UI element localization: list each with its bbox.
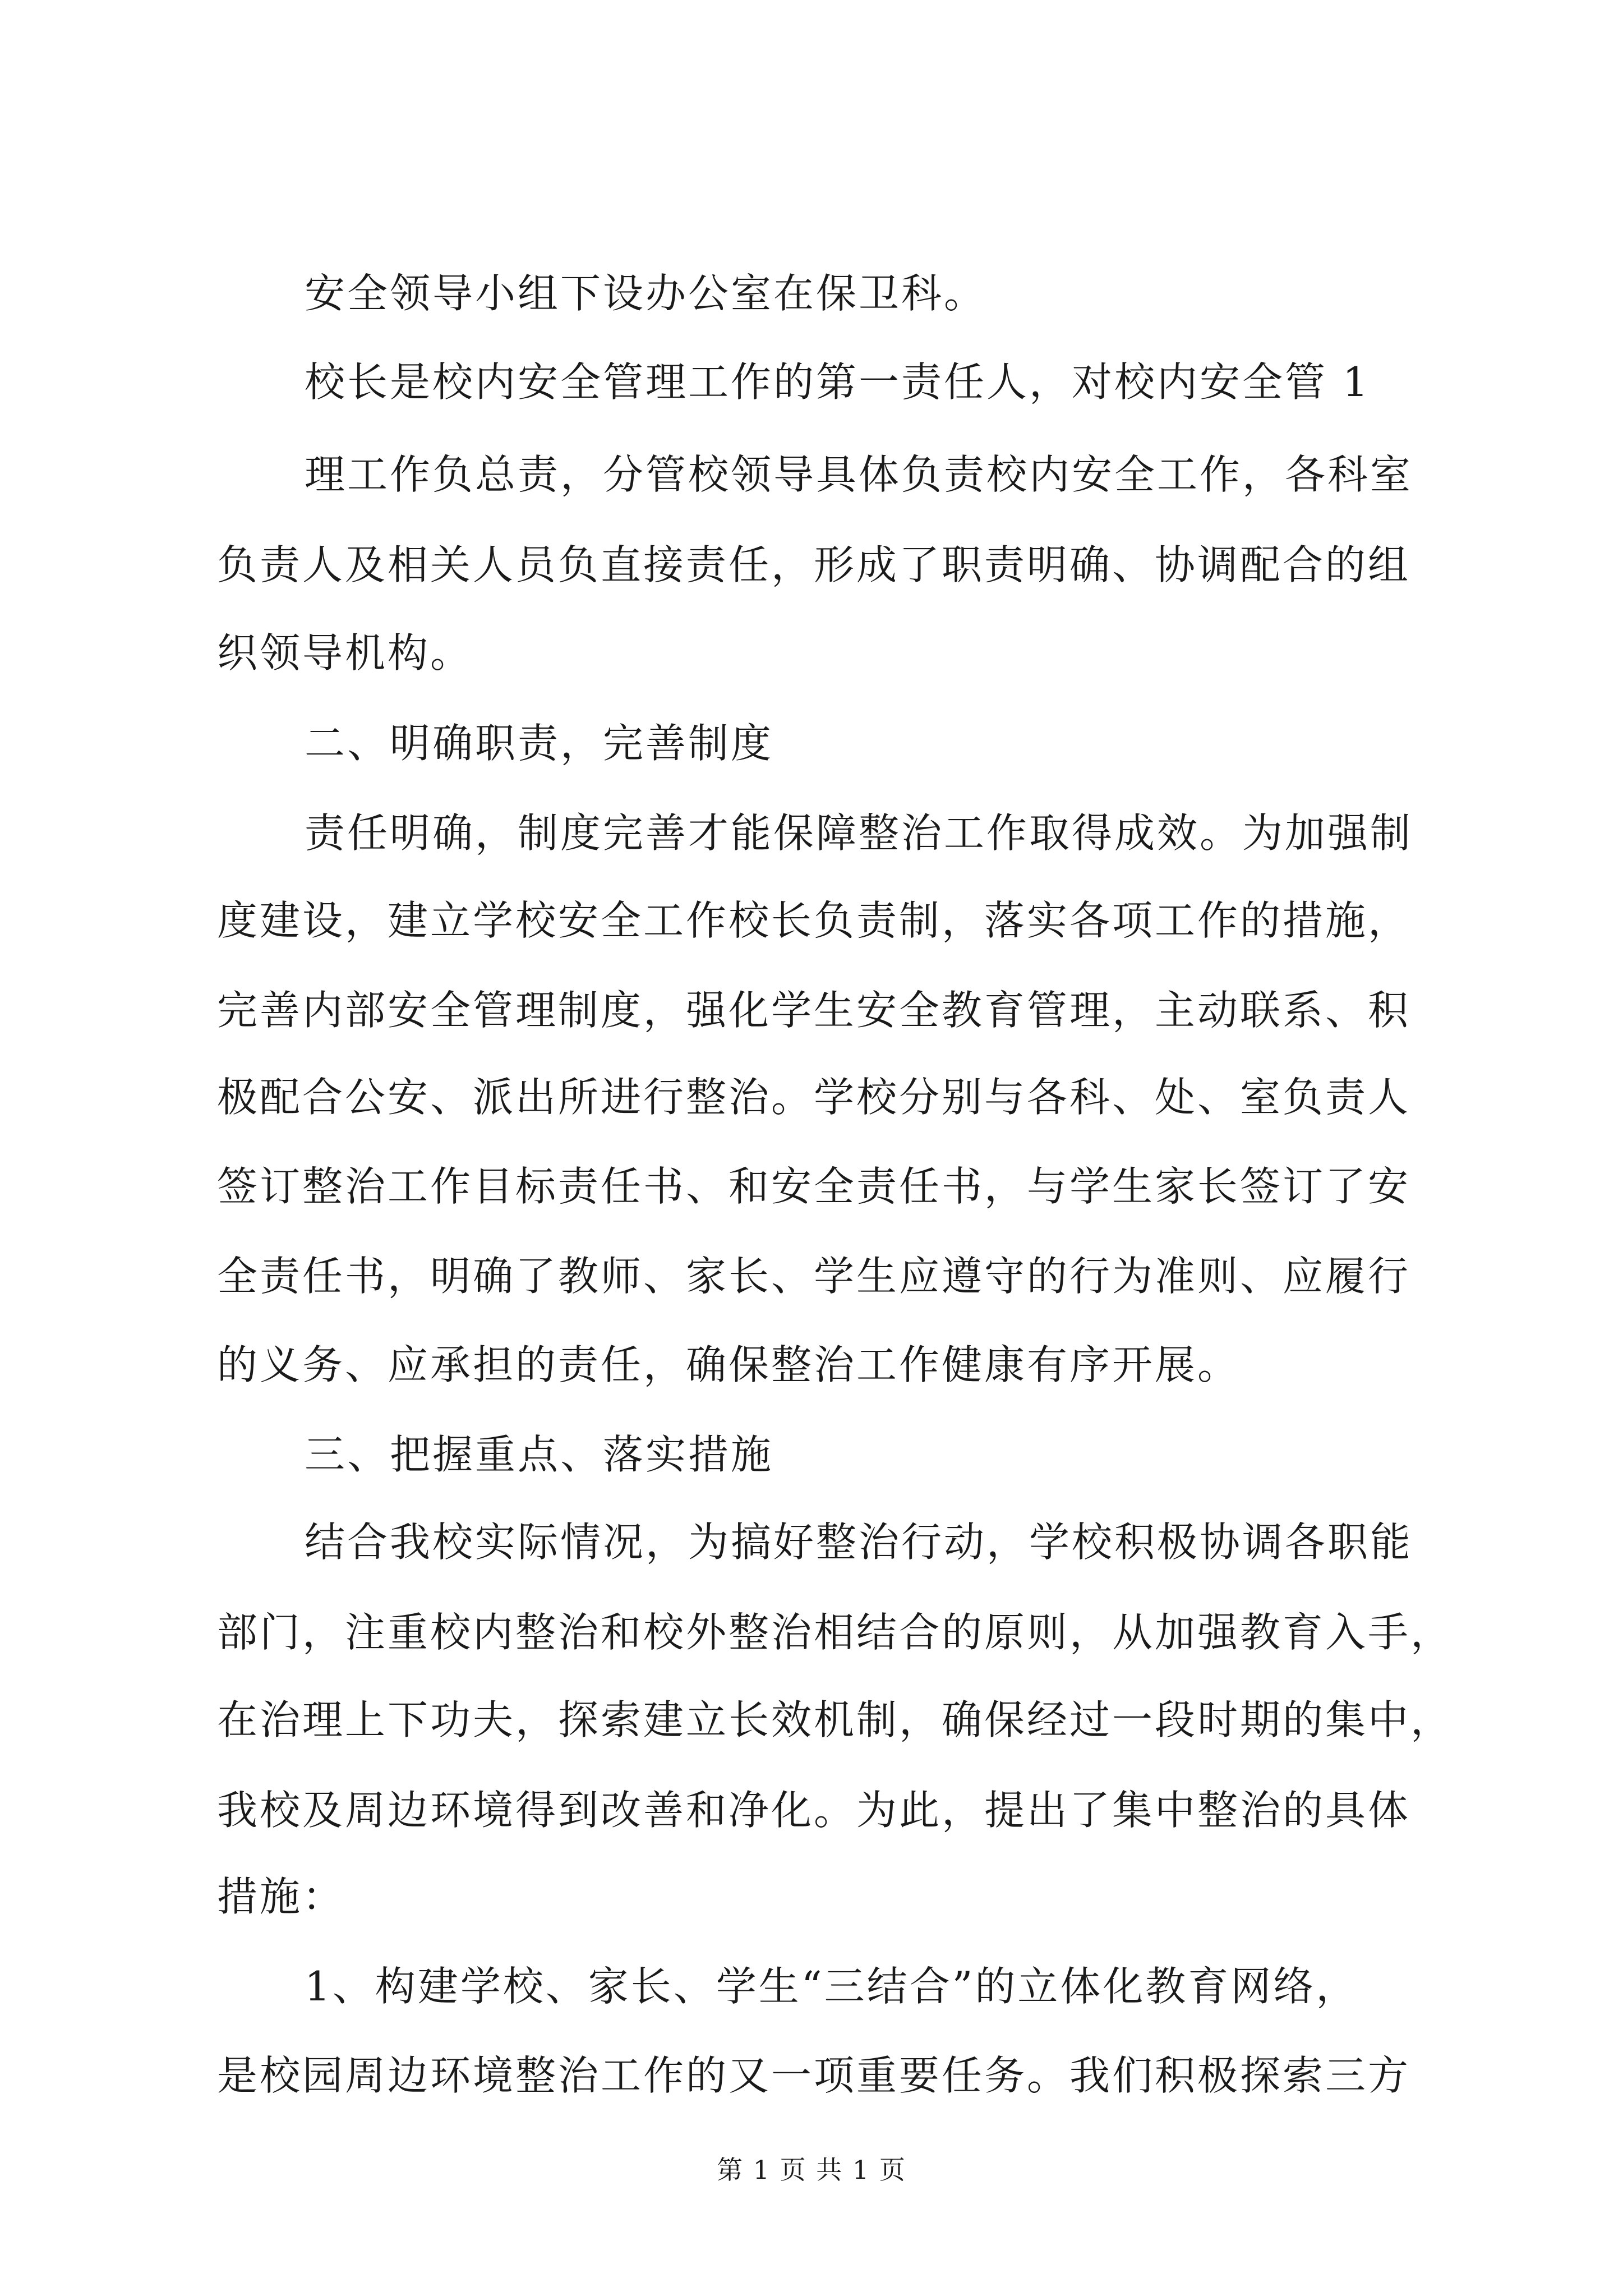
text-line: 负责人及相关人员负直接责任，形成了职责明确、协调配合的组 (217, 541, 1411, 588)
text-line: 在治理上下功夫，探索建立长效机制，确保经过一段时期的集中， (217, 1696, 1454, 1743)
text-line: 全责任书，明确了教师、家长、学生应遵守的行为准则、应履行 (217, 1253, 1411, 1300)
text-line: 校长是校内安全管理工作的第一责任人，对校内安全管 1 (305, 358, 1371, 406)
text-line: 签订整治工作目标责任书、和安全责任书，与学生家长签订了安 (217, 1163, 1411, 1210)
text-line: 极配合公安、派出所进行整治。学校分别与各科、处、室负责人 (217, 1074, 1411, 1121)
page-footer: 第 1 页 共 1 页 (717, 2155, 906, 2185)
text-line: 理工作负总责，分管校领导具体负责校内安全工作，各科室 (305, 451, 1413, 498)
text-line: 措施： (217, 1873, 345, 1920)
text-line: 是校园周边环境整治工作的又一项重要任务。我们积极探索三方 (217, 2052, 1411, 2099)
section-heading: 三、把握重点、落实措施 (305, 1431, 774, 1478)
section-heading: 二、明确职责，完善制度 (305, 720, 774, 767)
text-line: 部门，注重校内整治和校外整治相结合的原则，从加强教育入手， (217, 1609, 1454, 1656)
text-line: 责任明确，制度完善才能保障整治工作取得成效。为加强制 (305, 809, 1413, 857)
text-line: 织领导机构。 (217, 629, 473, 677)
text-line: 结合我校实际情况，为搞好整治行动，学校积极协调各职能 (305, 1519, 1413, 1566)
text-line: 安全领导小组下设办公室在保卫科。 (305, 270, 987, 317)
text-line: 我校及周边环境得到改善和净化。为此，提出了集中整治的具体 (217, 1787, 1411, 1834)
text-line: 的义务、应承担的责任，确保整治工作健康有序开展。 (217, 1341, 1241, 1388)
text-line: 1、构建学校、家长、学生“三结合”的立体化教育网络， (305, 1963, 1359, 2010)
text-line: 度建设，建立学校安全工作校长负责制，落实各项工作的措施， (217, 897, 1411, 944)
text-line: 完善内部安全管理制度，强化学生安全教育管理，主动联系、积 (217, 987, 1411, 1034)
